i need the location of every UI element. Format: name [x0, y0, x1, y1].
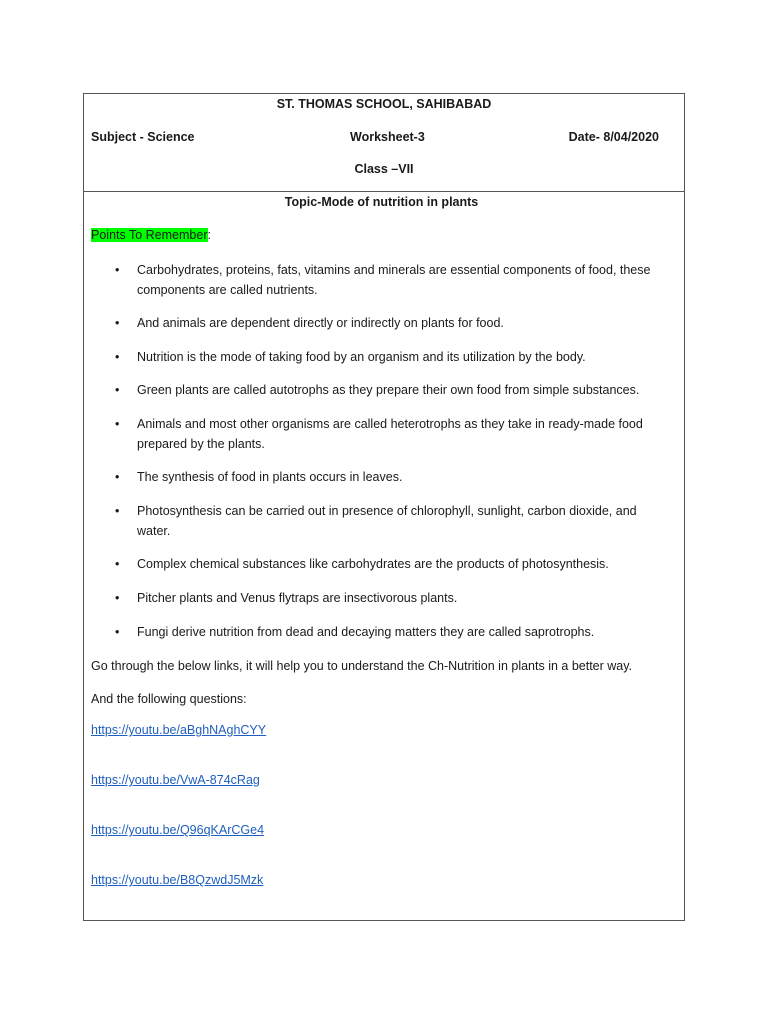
point-text: Photosynthesis can be carried out in presence of chlorophyll, sunlight, carbon dioxide, and water.	[137, 504, 637, 538]
bullet-icon: •	[115, 470, 120, 484]
bullet-icon: •	[115, 557, 120, 571]
instruction-text: Go through the below links, it will help you to understand the Ch-Nutrition in plants in a better way.	[91, 659, 633, 673]
bullet-icon: •	[115, 350, 120, 364]
bullet-icon: •	[115, 417, 120, 431]
video-link[interactable]: https://youtu.be/Q96qKArCGe4	[91, 823, 265, 837]
bullet-icon: •	[115, 625, 120, 639]
worksheet-date: Date- 8/04/2020	[568, 130, 659, 144]
point-text: And animals are dependent directly or indirectly on plants for food.	[137, 316, 504, 330]
points-to-remember-colon: :	[207, 228, 211, 242]
class-label: Class –VII	[354, 162, 414, 176]
school-name: ST. THOMAS SCHOOL, SAHIBABAD	[276, 97, 492, 111]
point-text: Pitcher plants and Venus flytraps are insectivorous plants.	[137, 591, 458, 605]
point-text: Green plants are called autotrophs as they prepare their own food from simple substances.	[137, 383, 640, 397]
bullet-icon: •	[115, 383, 120, 397]
points-to-remember-heading	[91, 228, 211, 242]
worksheet-header	[84, 94, 684, 192]
point-text: Carbohydrates, proteins, fats, vitamins and minerals are essential components of food, these components are called nutrients.	[137, 263, 651, 297]
point-text: Animals and most other organisms are called heterotrophs as they take in ready-made food prepared by the plants.	[137, 417, 643, 451]
bullet-icon: •	[115, 263, 120, 277]
point-text: The synthesis of food in plants occurs in leaves.	[137, 470, 403, 484]
bullet-icon: •	[115, 591, 120, 605]
point-text: Fungi derive nutrition from dead and decaying matters they are called saprotrophs.	[137, 625, 595, 639]
worksheet-number: Worksheet-3	[350, 130, 425, 144]
worksheet-page	[83, 93, 685, 921]
point-text: Nutrition is the mode of taking food by an organism and its utilization by the body.	[137, 350, 586, 364]
bullet-icon: •	[115, 316, 120, 330]
topic-title: Topic-Mode of nutrition in plants	[284, 195, 479, 209]
video-link[interactable]: https://youtu.be/B8QzwdJ5Mzk	[91, 873, 264, 887]
video-link[interactable]: https://youtu.be/aBghNAghCYY	[91, 723, 267, 737]
video-link[interactable]: https://youtu.be/VwA-874cRag	[91, 773, 260, 787]
points-to-remember-label: Points To Remember	[91, 228, 208, 242]
bullet-icon: •	[115, 504, 120, 518]
subject-label: Subject - Science	[91, 130, 195, 144]
questions-text: And the following questions:	[91, 692, 247, 706]
point-text: Complex chemical substances like carbohydrates are the products of photosynthesis.	[137, 557, 609, 571]
